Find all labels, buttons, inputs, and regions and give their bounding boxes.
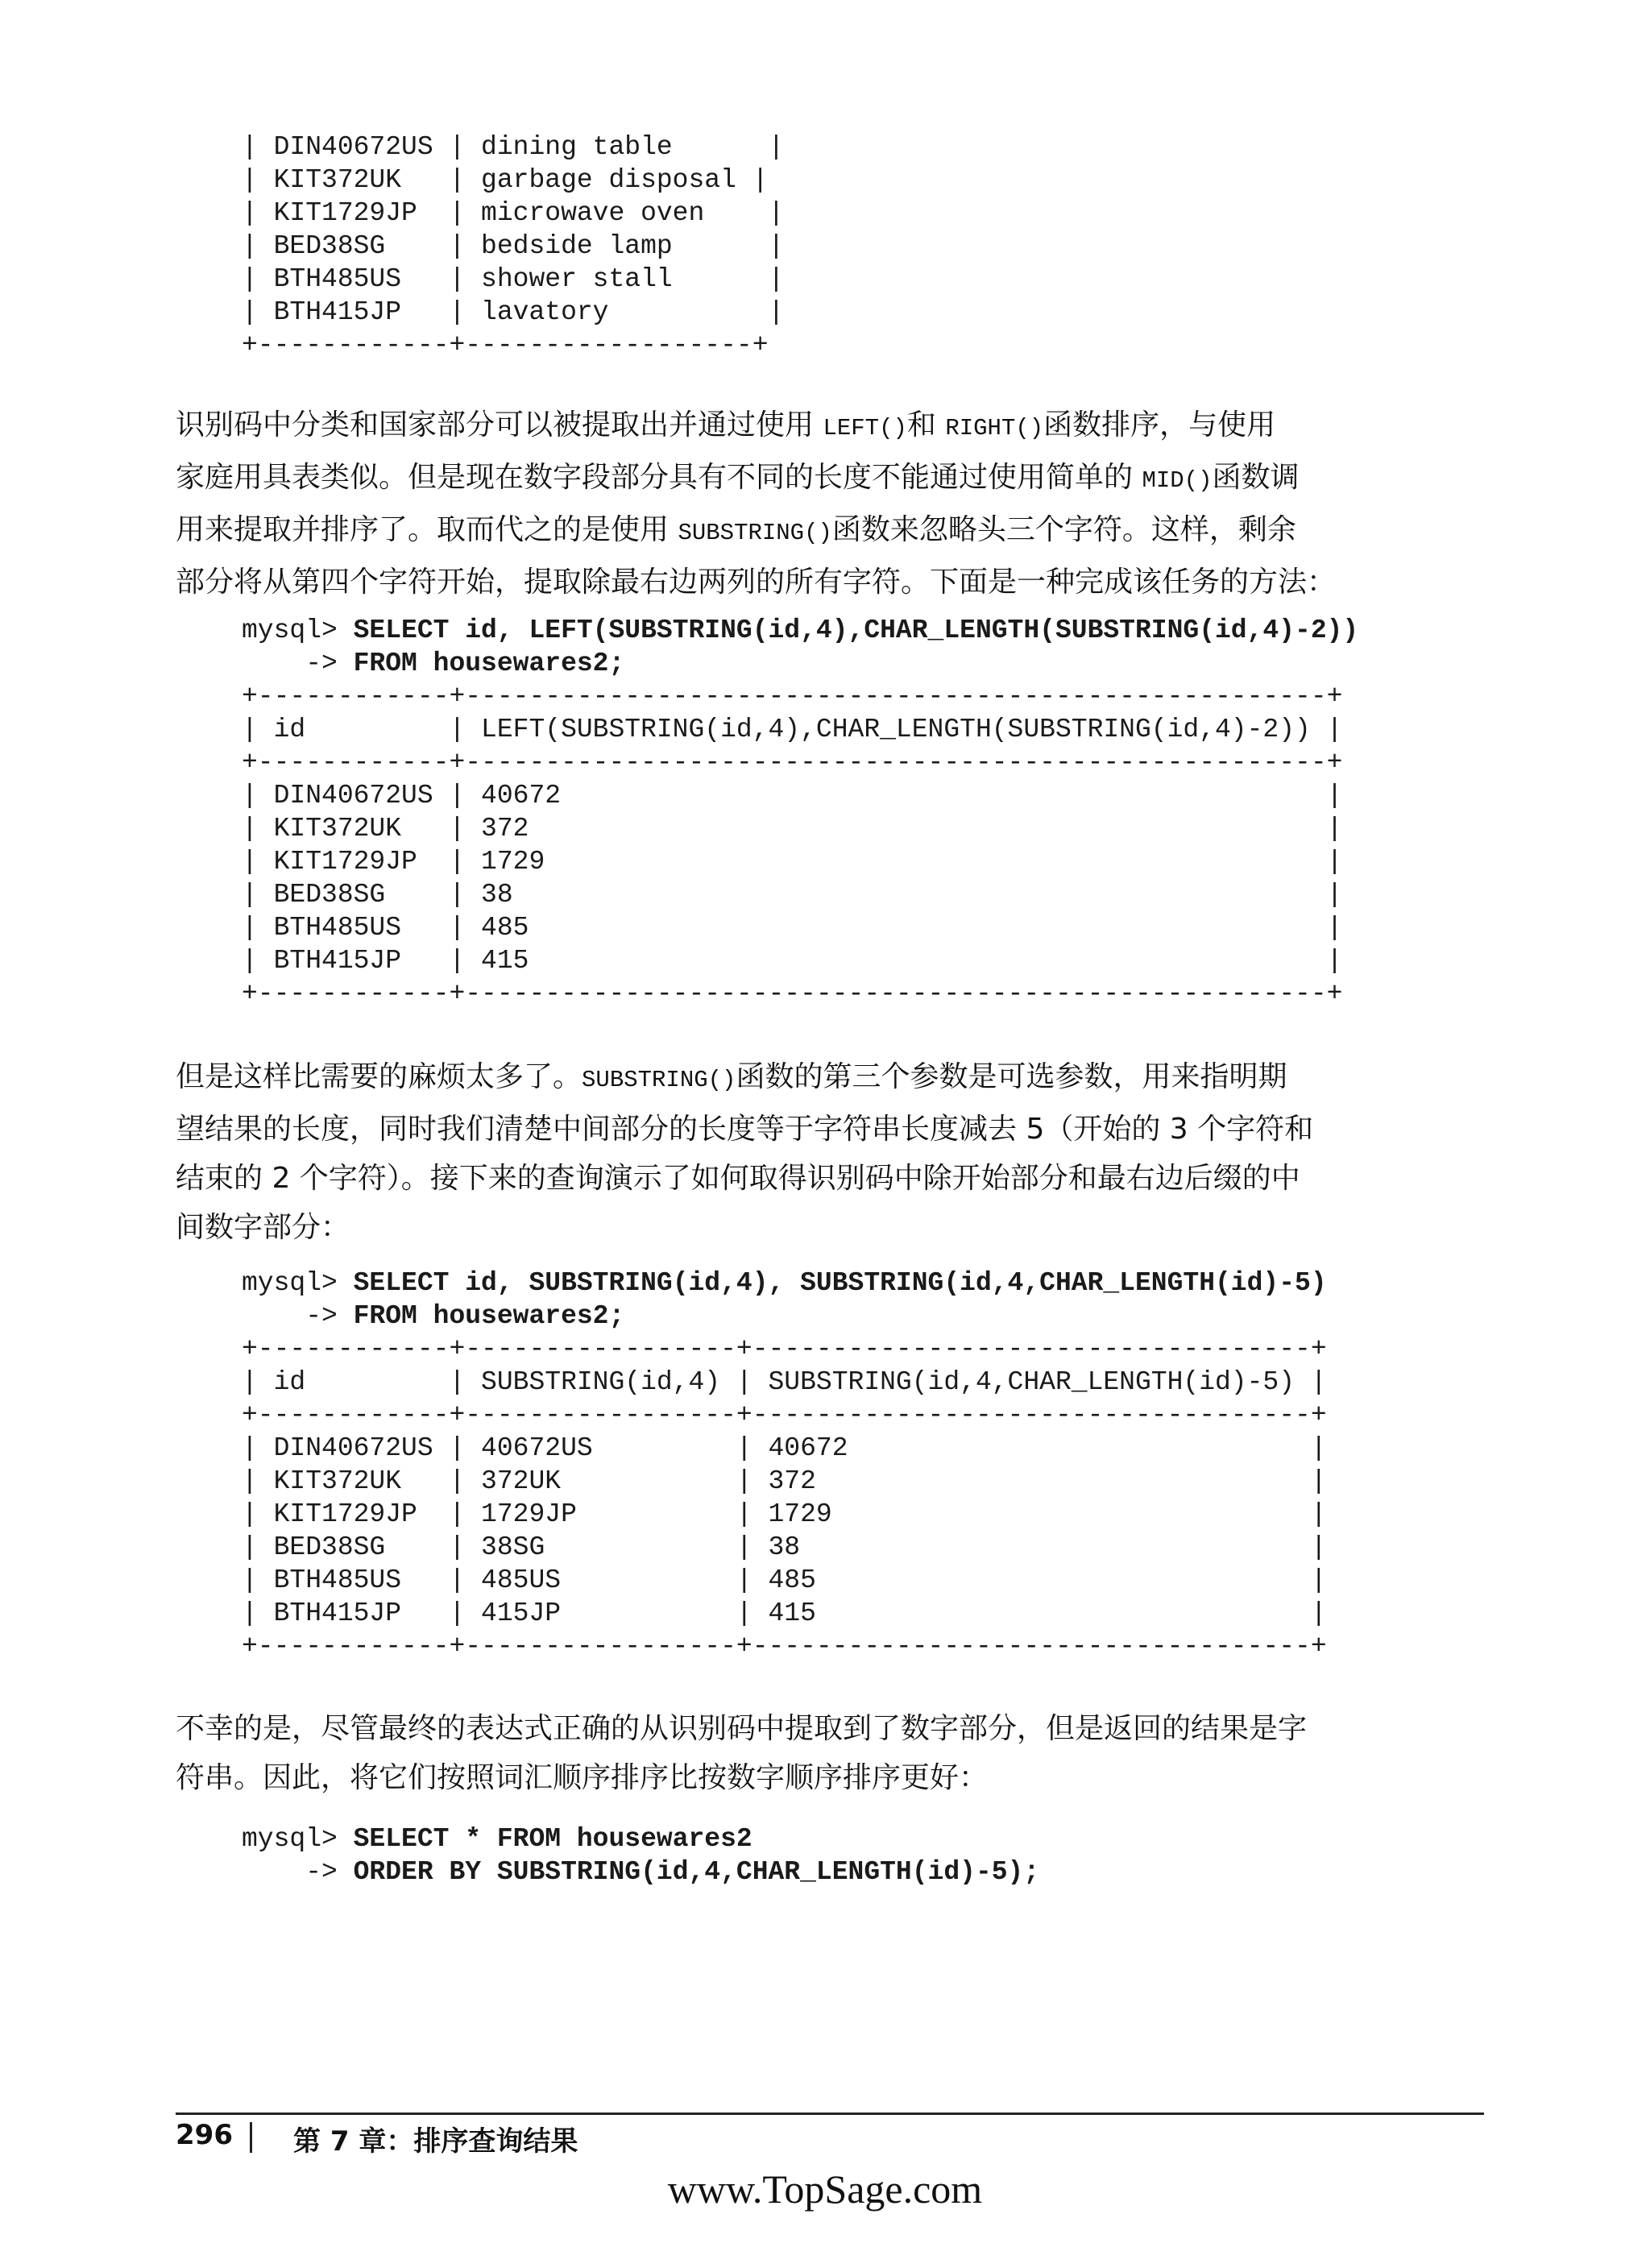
paragraph-3 (176, 1704, 1453, 1802)
footer-separator (250, 2122, 252, 2153)
table-row: | BTH485US | 485US | 485 | (242, 1565, 1327, 1595)
table-row: | BTH415JP | 415JP | 415 | (242, 1598, 1327, 1628)
inline-code: MID() (1142, 467, 1213, 494)
sql-prompt: mysql> (242, 616, 354, 645)
table-row: | BTH485US | 485 | (242, 913, 1343, 943)
table-header: | id | LEFT(SUBSTRING(id,4),CHAR_LENGTH(SUBSTRING(id,4)-2)) | (242, 715, 1343, 744)
watermark-url: www.TopSage.com (667, 2166, 983, 2212)
table-row: | BTH415JP | lavatory | (242, 297, 785, 327)
sql-prompt: -> (242, 1857, 354, 1887)
table-row: | BTH485US | shower stall | (242, 264, 785, 294)
sql-prompt: -> (242, 649, 354, 678)
chapter-title: 第 7 章：排序查询结果 (293, 2125, 578, 2158)
table-border: +------------+-----------------+-----------------------------------+ (242, 1334, 1327, 1364)
paragraph-line: 符串。因此，将它们按照词汇顺序排序比按数字顺序排序更好： (176, 1761, 989, 1794)
sql-prompt: mysql> (242, 1268, 354, 1298)
sql-statement: FROM housewares2; (353, 1301, 625, 1331)
sql-prompt: -> (242, 1301, 354, 1331)
table-row: | BTH415JP | 415 | (242, 946, 1343, 976)
table-row: | DIN40672US | 40672US | 40672 | (242, 1433, 1327, 1463)
paragraph-line: 部分将从第四个字符开始，提取除最右边两列的所有字符。下面是一种完成该任务的方法： (176, 566, 1337, 599)
sql-statement: SELECT id, SUBSTRING(id,4), SUBSTRING(id,4,CHAR_LENGTH(id)-5) (353, 1268, 1327, 1298)
page-number: 296 (176, 2119, 233, 2151)
inline-code: SUBSTRING() (582, 1067, 736, 1093)
sql-statement: SELECT * FROM housewares2 (353, 1824, 752, 1854)
paragraph-1 (176, 400, 1453, 607)
sql-prompt: mysql> (242, 1824, 354, 1854)
table-row: | KIT1729JP | 1729 | (242, 847, 1343, 877)
sql-statement: ORDER BY SUBSTRING(id,4,CHAR_LENGTH(id)-5); (353, 1857, 1040, 1887)
table-row: | DIN40672US | 40672 | (242, 781, 1343, 811)
paragraph-line: 但是这样比需要的麻烦太多了。SUBSTRING()函数的第三个参数是可选参数，用来指明期 (176, 1060, 1287, 1093)
footer-rule (176, 2113, 1484, 2115)
sql-statement: FROM housewares2; (353, 649, 625, 678)
table-border: +------------+------------------------------------------------------+ (242, 748, 1343, 777)
table-row: | BED38SG | 38SG | 38 | (242, 1532, 1327, 1562)
paragraph-line: 识别码中分类和国家部分可以被提取出并通过使用 LEFT()和 RIGHT()函数排序，与使用 (176, 408, 1276, 442)
inline-code: RIGHT() (945, 415, 1044, 442)
table-row: | KIT1729JP | 1729JP | 1729 | (242, 1499, 1327, 1529)
table-row: | KIT1729JP | microwave oven | (242, 198, 785, 228)
table-border: +------------+-----------------+-----------------------------------+ (242, 1632, 1327, 1661)
query-2 (242, 1267, 1327, 1663)
paragraph-line: 间数字部分： (176, 1211, 350, 1244)
table-border: +------------+-----------------+-----------------------------------+ (242, 1400, 1327, 1430)
sql-statement: SELECT id, LEFT(SUBSTRING(id,4),CHAR_LENGTH(SUBSTRING(id,4)-2)) (353, 616, 1359, 645)
paragraph-line: 不幸的是，尽管最终的表达式正确的从识别码中提取到了数字部分，但是返回的结果是字 (176, 1712, 1308, 1745)
table-continuation (242, 131, 784, 362)
table-border: +------------+------------------+ (242, 330, 769, 360)
table-border: +------------+------------------------------------------------------+ (242, 682, 1343, 711)
query-3 (242, 1822, 1039, 1889)
table-row: | BED38SG | bedside lamp | (242, 231, 785, 261)
paragraph-line: 结束的 2 个字符）。接下来的查询演示了如何取得识别码中除开始部分和最右边后缀的中 (176, 1162, 1300, 1195)
paragraph-2 (176, 1052, 1453, 1252)
table-row: | KIT372UK | 372UK | 372 | (242, 1466, 1327, 1496)
table-row: | BED38SG | 38 | (242, 880, 1343, 910)
table-border: +------------+------------------------------------------------------+ (242, 979, 1343, 1009)
query-1 (242, 614, 1358, 1010)
paragraph-line: 用来提取并排序了。取而代之的是使用 SUBSTRING()函数来忽略头三个字符。这样，剩余 (176, 513, 1296, 546)
table-header: | id | SUBSTRING(id,4) | SUBSTRING(id,4,CHAR_LENGTH(id)-5) | (242, 1367, 1327, 1397)
paragraph-line: 家庭用具表类似。但是现在数字段部分具有不同的长度不能通过使用简单的 MID()函数调 (176, 461, 1300, 494)
table-row: | KIT372UK | garbage disposal | (242, 165, 769, 195)
table-row: | KIT372UK | 372 | (242, 814, 1343, 844)
inline-code: LEFT() (823, 415, 907, 442)
paragraph-line: 望结果的长度，同时我们清楚中间部分的长度等于字符串长度减去 5（开始的 3 个字符和 (176, 1113, 1314, 1146)
table-row: | DIN40672US | dining table | (242, 132, 785, 162)
inline-code: SUBSTRING() (678, 520, 832, 546)
